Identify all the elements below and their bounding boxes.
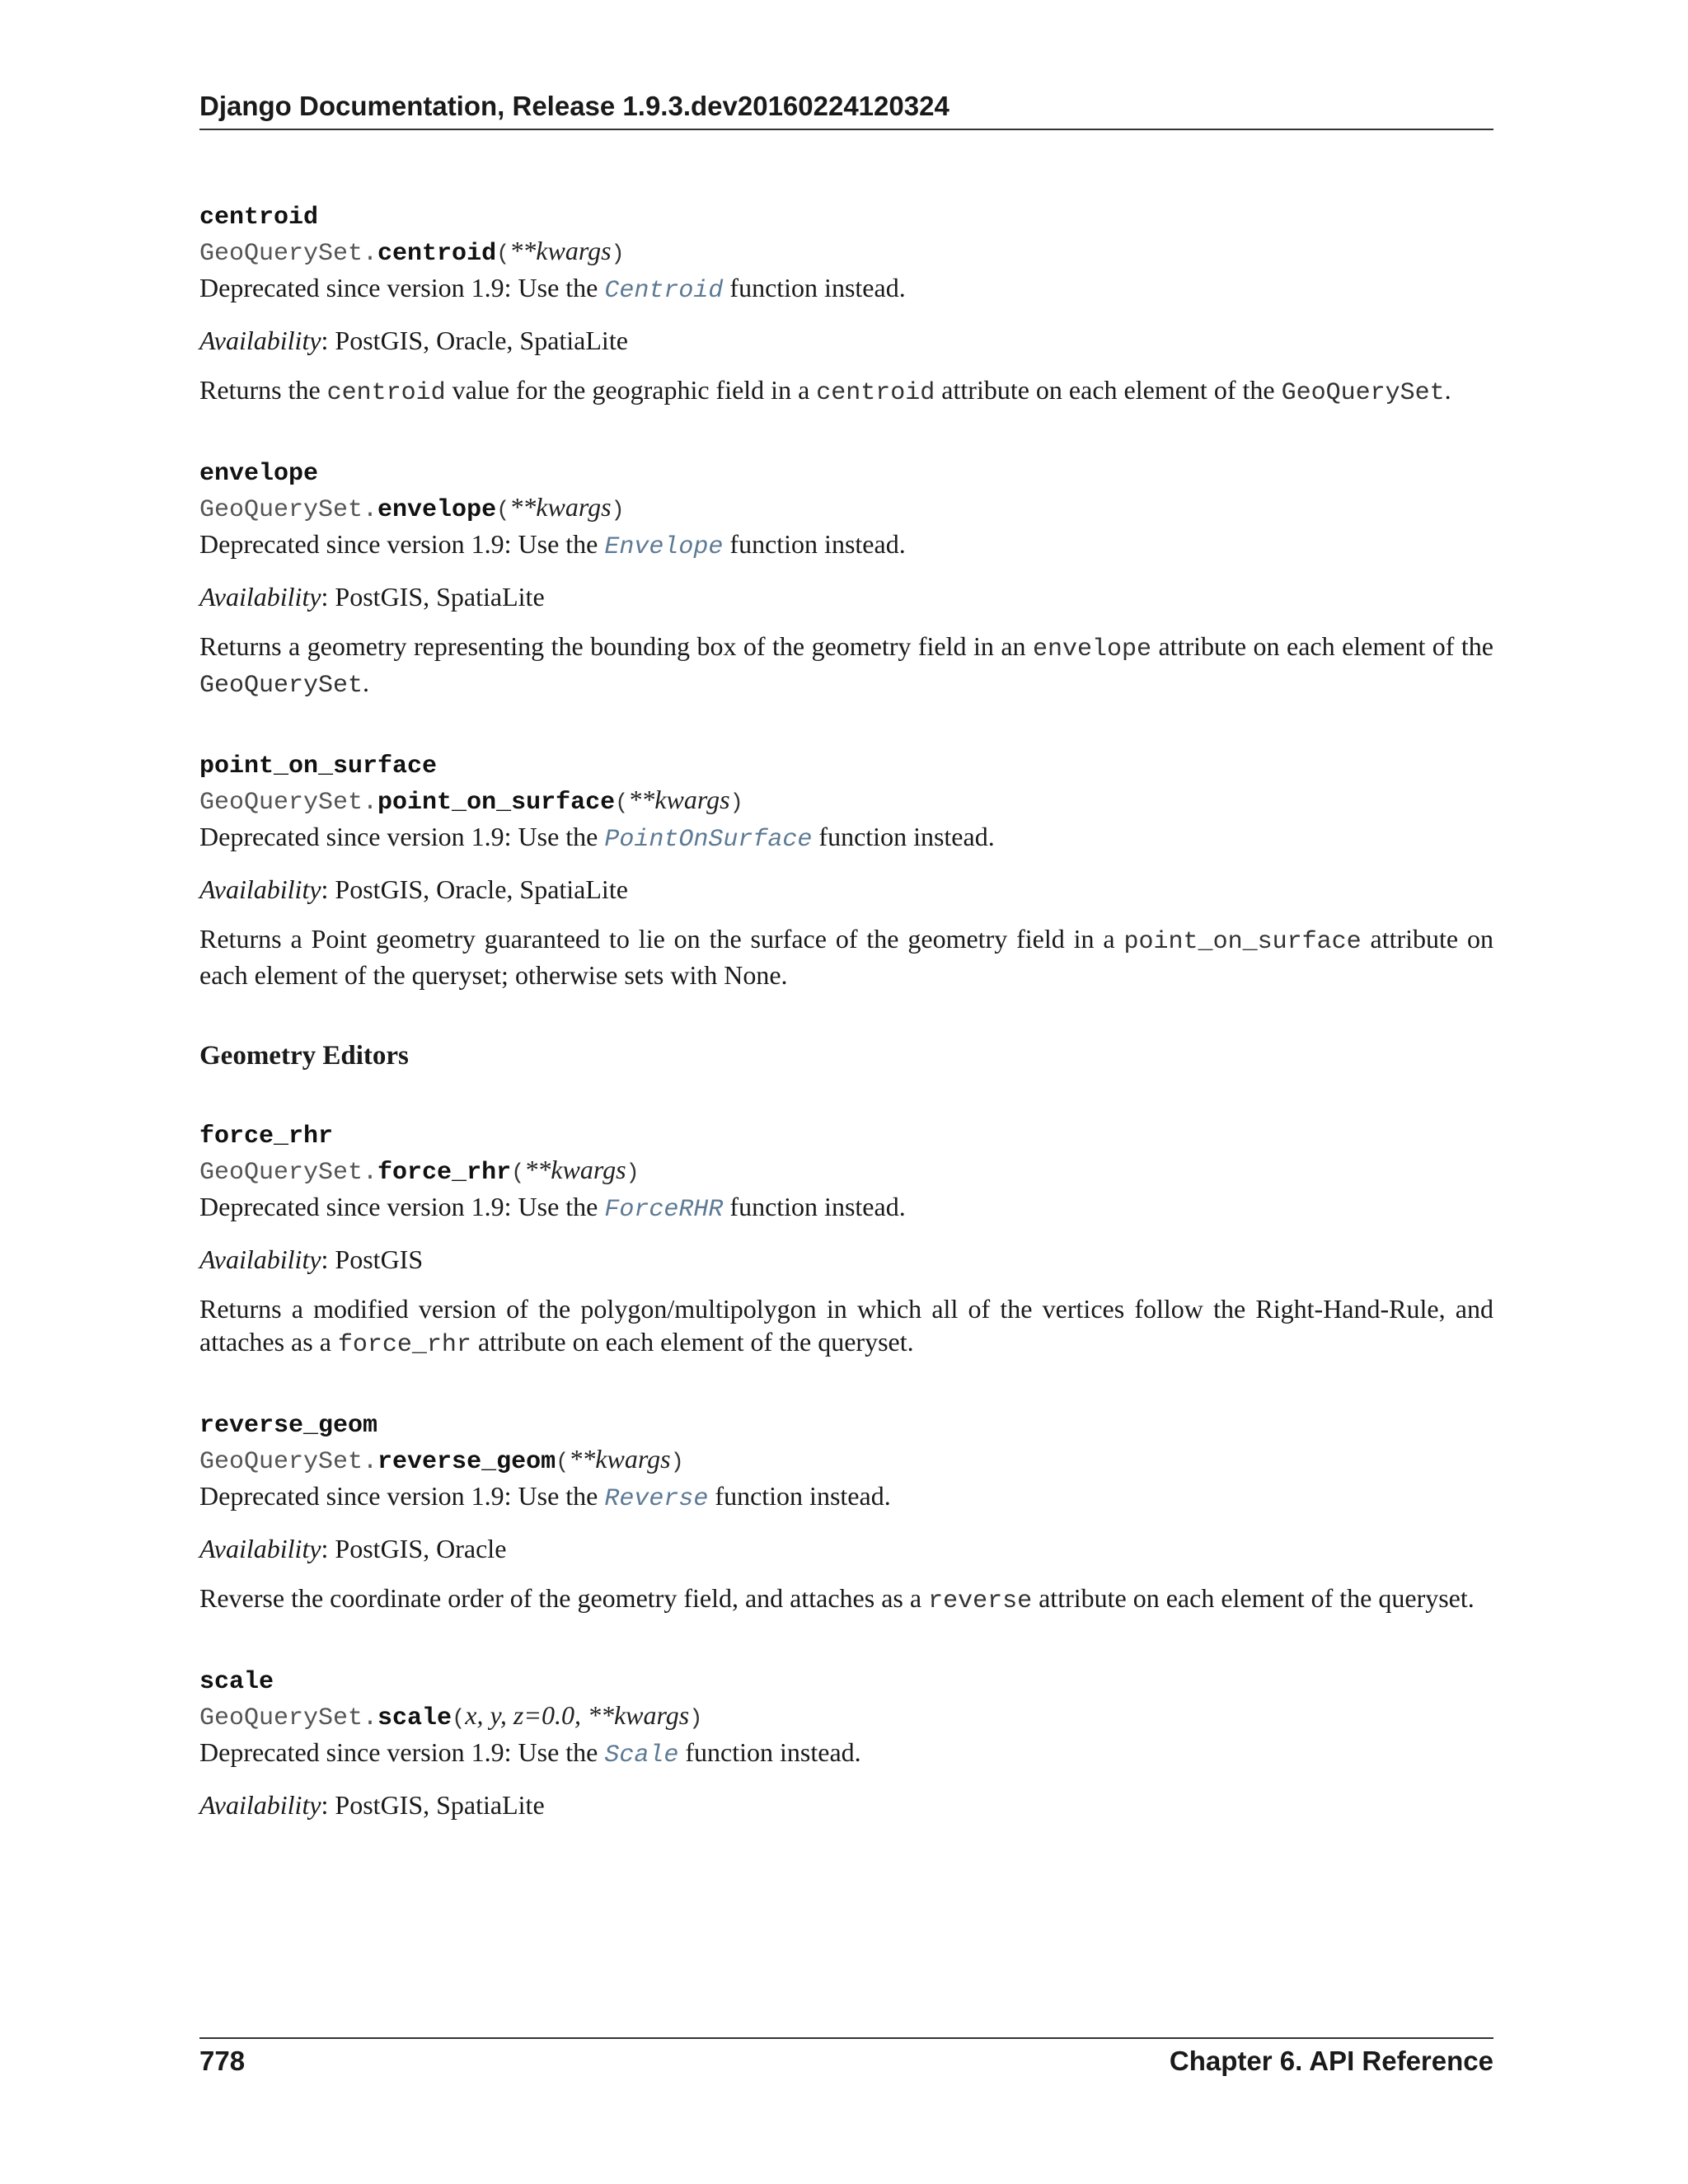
signature-close-paren: ): [626, 1161, 640, 1186]
availability-label: Availability: [199, 874, 321, 904]
inline-code: point_on_surface: [1123, 928, 1362, 956]
signature-class: GeoQuerySet.: [199, 1704, 378, 1732]
signature-name: force_rhr: [377, 1159, 512, 1187]
function-link[interactable]: Scale: [604, 1741, 679, 1769]
inline-code: envelope: [1032, 635, 1152, 663]
signature-params: **kwargs: [524, 1155, 626, 1184]
availability-label: Availability: [199, 1244, 321, 1274]
deprecation-text: Deprecated since version 1.9: Use the: [199, 1737, 605, 1767]
deprecation-text: Deprecated since version 1.9: Use the: [199, 822, 605, 851]
availability-label: Availability: [199, 326, 321, 355]
deprecation-note: [199, 1190, 1493, 1226]
description-text: .: [363, 668, 370, 697]
availability-label: Availability: [199, 1790, 321, 1820]
deprecation-note: [199, 271, 1493, 307]
signature-close-paren: ): [611, 499, 625, 523]
method-signature: [199, 490, 1493, 527]
method-section: [199, 457, 1493, 702]
deprecation-text-end: function instead.: [678, 1737, 861, 1767]
description-text: Reverse the coordinate order of the geometry field, and attaches as a: [199, 1583, 929, 1613]
function-link[interactable]: ForceRHR: [604, 1196, 724, 1224]
availability-backends: : PostGIS, SpatiaLite: [321, 1790, 545, 1820]
signature-class: GeoQuerySet.: [199, 1159, 378, 1187]
method-group-geometry-editors: [199, 1120, 1493, 1821]
availability: [199, 1243, 1493, 1276]
signature-name: scale: [377, 1704, 452, 1732]
signature-open-paren: (: [511, 1161, 525, 1186]
method-section: [199, 201, 1493, 410]
description-text: Returns a Point geometry guaranteed to lie on the surface of the geometry field in a: [199, 924, 1124, 954]
deprecation-note: [199, 1736, 1493, 1772]
method-title: centroid: [199, 204, 319, 232]
availability: [199, 1532, 1493, 1565]
page-header: Django Documentation, Release 1.9.3.dev20160224120324: [199, 91, 1493, 130]
availability: [199, 580, 1493, 613]
signature-open-paren: (: [496, 499, 510, 523]
signature-open-paren: (: [556, 1451, 570, 1475]
signature-name: point_on_surface: [377, 789, 616, 817]
description-text: attribute on each element of the queryset.: [471, 1327, 914, 1357]
inline-code: reverse: [928, 1587, 1033, 1615]
deprecation-note: [199, 527, 1493, 564]
signature-params: **kwargs: [569, 1444, 671, 1474]
inline-code: GeoQuerySet: [199, 672, 363, 700]
inline-code: GeoQuerySet: [1281, 379, 1445, 407]
signature-class: GeoQuerySet.: [199, 1448, 378, 1476]
signature-close-paren: ): [670, 1451, 684, 1475]
deprecation-text-end: function instead.: [723, 1192, 906, 1221]
description-text: value for the geographic field in a: [445, 375, 817, 405]
signature-params: **kwargs: [509, 492, 612, 522]
availability-label: Availability: [199, 1534, 321, 1563]
signature-class: GeoQuerySet.: [199, 789, 378, 817]
availability-label: Availability: [199, 582, 321, 612]
inline-code: centroid: [816, 379, 935, 407]
signature-params: x, y, z=0.0, **kwargs: [465, 1700, 690, 1730]
availability-backends: : PostGIS, SpatiaLite: [321, 582, 545, 612]
method-description: [199, 630, 1493, 702]
method-group-main: [199, 201, 1493, 991]
method-description: [199, 373, 1493, 410]
deprecation-note: [199, 820, 1493, 856]
signature-name: reverse_geom: [377, 1448, 556, 1476]
deprecation-text: Deprecated since version 1.9: Use the: [199, 529, 605, 559]
deprecation-text: Deprecated since version 1.9: Use the: [199, 1192, 605, 1221]
signature-class: GeoQuerySet.: [199, 496, 378, 524]
page-content: [199, 201, 1493, 1869]
inline-code: centroid: [326, 379, 446, 407]
signature-class: GeoQuerySet.: [199, 240, 378, 268]
deprecation-text: Deprecated since version 1.9: Use the: [199, 1481, 605, 1511]
description-text: .: [1444, 375, 1451, 405]
availability-backends: : PostGIS: [321, 1244, 424, 1274]
signature-open-paren: (: [615, 791, 629, 816]
method-section: [199, 1409, 1493, 1618]
description-text: Returns a modified version of the polygon/multipolygon in which all of the vertices follow the Right-Hand-Rule, and attaches as a: [199, 1294, 1493, 1357]
availability-backends: : PostGIS, Oracle: [321, 1534, 507, 1563]
function-link[interactable]: Centroid: [604, 277, 724, 305]
deprecation-note: [199, 1479, 1493, 1516]
description-text: Returns the: [199, 375, 327, 405]
chapter-title: Chapter 6. API Reference: [1169, 2046, 1493, 2076]
signature-name: envelope: [377, 496, 497, 524]
description-text: attribute on each element of the: [935, 375, 1282, 405]
signature-params: **kwargs: [509, 236, 612, 265]
availability: [199, 324, 1493, 357]
signature-close-paren: ): [611, 242, 625, 267]
signature-name: centroid: [377, 240, 497, 268]
function-link[interactable]: Envelope: [604, 533, 724, 561]
deprecation-text-end: function instead.: [708, 1481, 891, 1511]
method-title: reverse_geom: [199, 1412, 378, 1440]
method-section: [199, 1666, 1493, 1821]
signature-open-paren: (: [452, 1707, 466, 1732]
signature-params: **kwargs: [628, 785, 730, 814]
deprecation-text-end: function instead.: [812, 822, 995, 851]
subsection-title: Geometry Editors: [199, 1041, 409, 1071]
description-text: attribute on each element of the queryset; otherwise sets with None.: [199, 924, 1494, 990]
method-signature: [199, 783, 1493, 820]
availability-backends: : PostGIS, Oracle, SpatiaLite: [321, 326, 628, 355]
availability: [199, 873, 1493, 906]
page-number: 778: [199, 2046, 246, 2076]
signature-open-paren: (: [496, 242, 510, 267]
method-description: [199, 1582, 1493, 1618]
description-text: Returns a geometry representing the bounding box of the geometry field in an: [199, 631, 1033, 661]
method-description: [199, 922, 1493, 991]
deprecation-text: Deprecated since version 1.9: Use the: [199, 273, 605, 302]
method-signature: [199, 234, 1493, 271]
deprecation-text-end: function instead.: [723, 273, 906, 302]
availability-backends: : PostGIS, Oracle, SpatiaLite: [321, 874, 628, 904]
signature-close-paren: ): [689, 1707, 703, 1732]
method-title: envelope: [199, 460, 319, 488]
description-text: attribute on each element of the queryset.: [1032, 1583, 1475, 1613]
deprecation-text-end: function instead.: [723, 529, 906, 559]
signature-close-paren: ): [729, 791, 743, 816]
method-signature: [199, 1442, 1493, 1479]
method-title: scale: [199, 1668, 274, 1696]
availability: [199, 1788, 1493, 1821]
method-title: force_rhr: [199, 1122, 334, 1151]
method-section: [199, 750, 1493, 991]
method-signature: [199, 1699, 1493, 1736]
method-section: [199, 1120, 1493, 1361]
description-text: attribute on each element of the: [1151, 631, 1494, 661]
function-link[interactable]: Reverse: [604, 1485, 709, 1513]
method-title: point_on_surface: [199, 752, 438, 780]
method-description: [199, 1292, 1493, 1361]
method-signature: [199, 1153, 1493, 1190]
page-footer: [199, 2037, 1493, 2077]
function-link[interactable]: PointOnSurface: [604, 826, 813, 854]
inline-code: force_rhr: [337, 1331, 471, 1359]
